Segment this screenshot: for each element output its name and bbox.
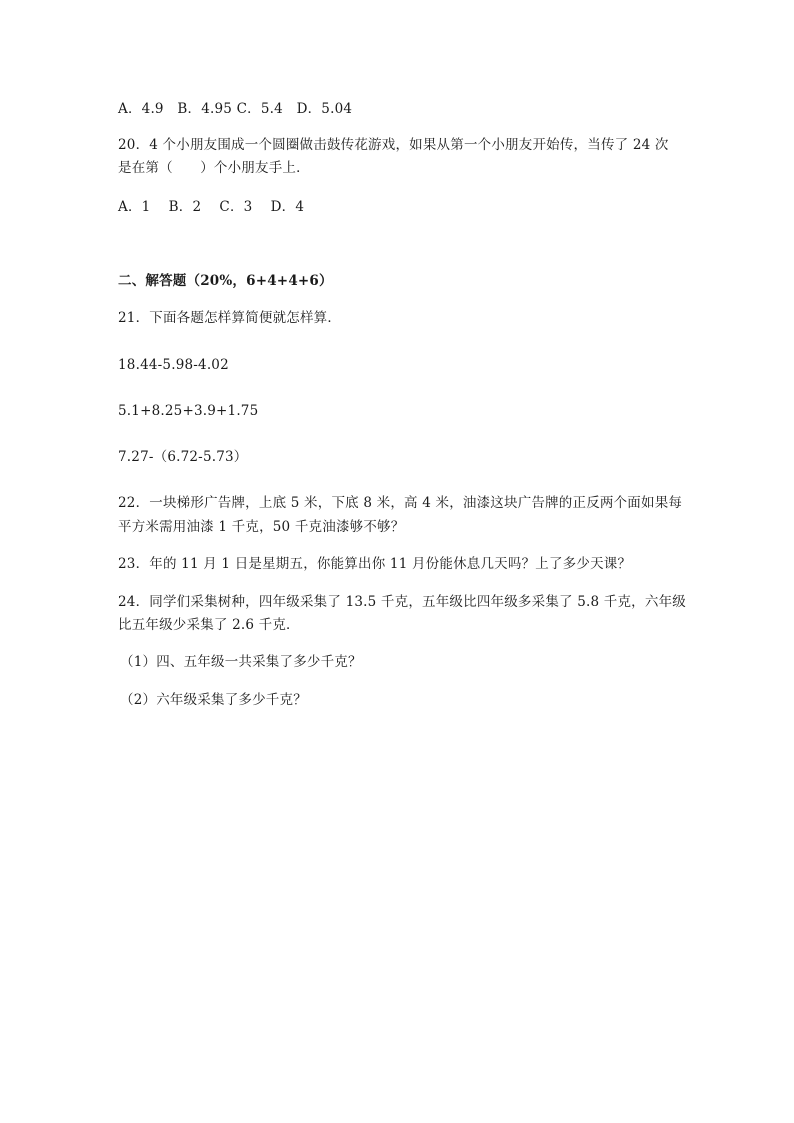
q24-subquestion-1: （1）四、五年级一共采集了多少千克？ [120, 654, 362, 670]
q24-text-line2: 比五年级少采集了 2.6 千克． [118, 617, 300, 633]
q20-options: A．1 B．2 C．3 D．4 [118, 199, 305, 215]
q20-text-line2: 是在第（ ）个小朋友手上． [118, 160, 310, 176]
section-title: 二、解答题（20%，6+4+4+6） [118, 273, 333, 289]
q21-prompt: 21．下面各题怎样算简便就怎样算． [118, 310, 342, 326]
q19-options: A．4.9 B．4.95 C．5.4 D．5.04 [118, 101, 353, 117]
q22-text-line1: 22．一块梯形广告牌，上底 5 米，下底 8 米，高 4 米，油漆这块广告牌的正反两个面如果每 [118, 495, 683, 511]
q20-text-line1: 20．4 个小朋友围成一个圆圈做击鼓传花游戏，如果从第一个小朋友开始传，当传了 24 次 [118, 137, 669, 153]
q23-text: 23．年的 11 月 1 日是星期五，你能算出你 11 月份能休息几天吗？上了多少天课？ [118, 556, 632, 572]
q24-text-line1: 24．同学们采集树种，四年级采集了 13.5 千克，五年级比四年级多采集了 5.8 千克，六年级 [118, 594, 686, 610]
q22-text-line2: 平方米需用油漆 1 千克，50 千克油漆够不够？ [118, 519, 405, 535]
q21-expression-1: 18.44-5.98-4.02 [118, 357, 229, 373]
q21-expression-2: 5.1+8.25+3.9+1.75 [118, 403, 259, 419]
q24-subquestion-2: （2）六年级采集了多少千克？ [120, 692, 307, 708]
q21-expression-3: 7.27-（6.72-5.73） [118, 449, 248, 465]
